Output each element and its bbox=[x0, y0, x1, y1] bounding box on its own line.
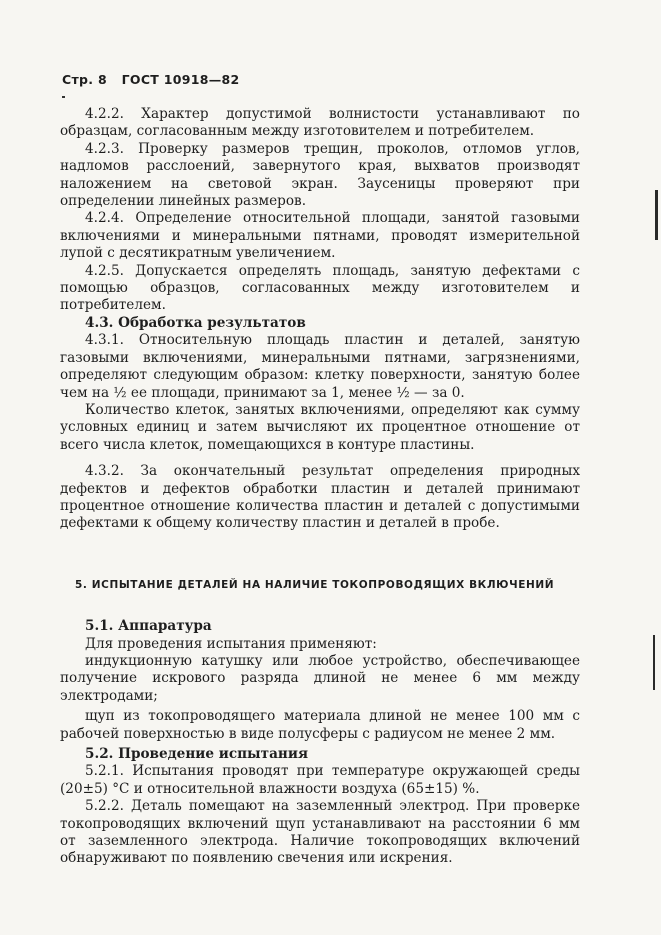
heading-5-1: 5.1. Аппаратура bbox=[85, 618, 212, 635]
header-mark bbox=[62, 96, 65, 98]
paragraph-4-3-1: 4.3.1. Относительную площадь пластин и деталей, занятую газовыми включениями, минеральными пятнами, загрязнениями, определяют следующим образом: клетку поверхности, занятую более чем на ½ ее площади, принимают за 1, менее ½ — за 0. bbox=[60, 332, 580, 401]
document-body bbox=[60, 106, 580, 868]
paragraph-cell-count: Количество клеток, занятых включениями, определяют как сумму условных единиц и затем вычисляют их процентное отношение от всего числа клеток, помещающихся в контуре пластины. bbox=[60, 401, 580, 453]
standard-number: ГОСТ 10918—82 bbox=[121, 72, 240, 87]
page-header bbox=[62, 72, 250, 87]
paragraph-5-2-2: 5.2.2. Деталь помещают на заземленный электрод. При проверке токопроводящих включений щуп устанавливают на расстоянии 6 мм от заземленного электрода. Наличие токопроводящих включений обнаруживают по появлению свечения или искрения. bbox=[60, 798, 580, 867]
heading-4-3: 4.3. Обработка результатов bbox=[85, 314, 306, 331]
paragraph-5-2-1: 5.2.1. Испытания проводят при температуре окружающей среды (20±5) °С и относительной влажности воздуха (65±15) %. bbox=[60, 763, 580, 797]
margin-mark-bottom bbox=[653, 635, 655, 690]
paragraph-5-1-intro: Для проведения испытания применяют: bbox=[85, 635, 377, 652]
paragraph-4-2-2: 4.2.2. Характер допустимой волнистости устанавливают по образцам, согласованным между изготовителем и потребителем. bbox=[60, 106, 580, 140]
paragraph-5-1-coil: индукционную катушку или любое устройство, обеспечивающее получение искрового разряда длиной не менее 6 мм между электродами; bbox=[60, 652, 580, 704]
section-5-title: 5. ИСПЫТАНИЕ ДЕТАЛЕЙ НА НАЛИЧИЕ ТОКОПРОВОДЯЩИХ ВКЛЮЧЕНИЙ bbox=[75, 578, 555, 591]
margin-mark-top bbox=[655, 190, 658, 240]
page-number: Стр. 8 bbox=[62, 72, 107, 87]
paragraph-4-2-3: 4.2.3. Проверку размеров трещин, проколов, отломов углов, надломов расслоений, завернутого края, выхватов производят наложением на световой экран. Заусеницы проверяют при определении линейных размеров. bbox=[60, 140, 580, 210]
paragraph-5-1-probe: щуп из токопроводящего материала длиной не менее 100 мм с рабочей поверхностью в виде полусферы с радиусом не менее 2 мм. bbox=[60, 708, 580, 742]
paragraph-4-2-5: 4.2.5. Допускается определять площадь, занятую дефектами с помощью образцов, согласованных между изготовителем и потребителем. bbox=[60, 262, 580, 314]
heading-5-2: 5.2. Проведение испытания bbox=[85, 746, 308, 762]
paragraph-4-3-2: 4.3.2. За окончательный результат определения природных дефектов и дефектов обработки пластин и деталей принимают процентное отношение количества пластин и деталей с допустимыми дефектами к общему количеству пластин и деталей в пробе. bbox=[60, 463, 580, 532]
paragraph-4-2-4: 4.2.4. Определение относительной площади, занятой газовыми включениями и минеральными пятнами, проводят измерительной лупой с десятикратным увеличением. bbox=[60, 210, 580, 262]
